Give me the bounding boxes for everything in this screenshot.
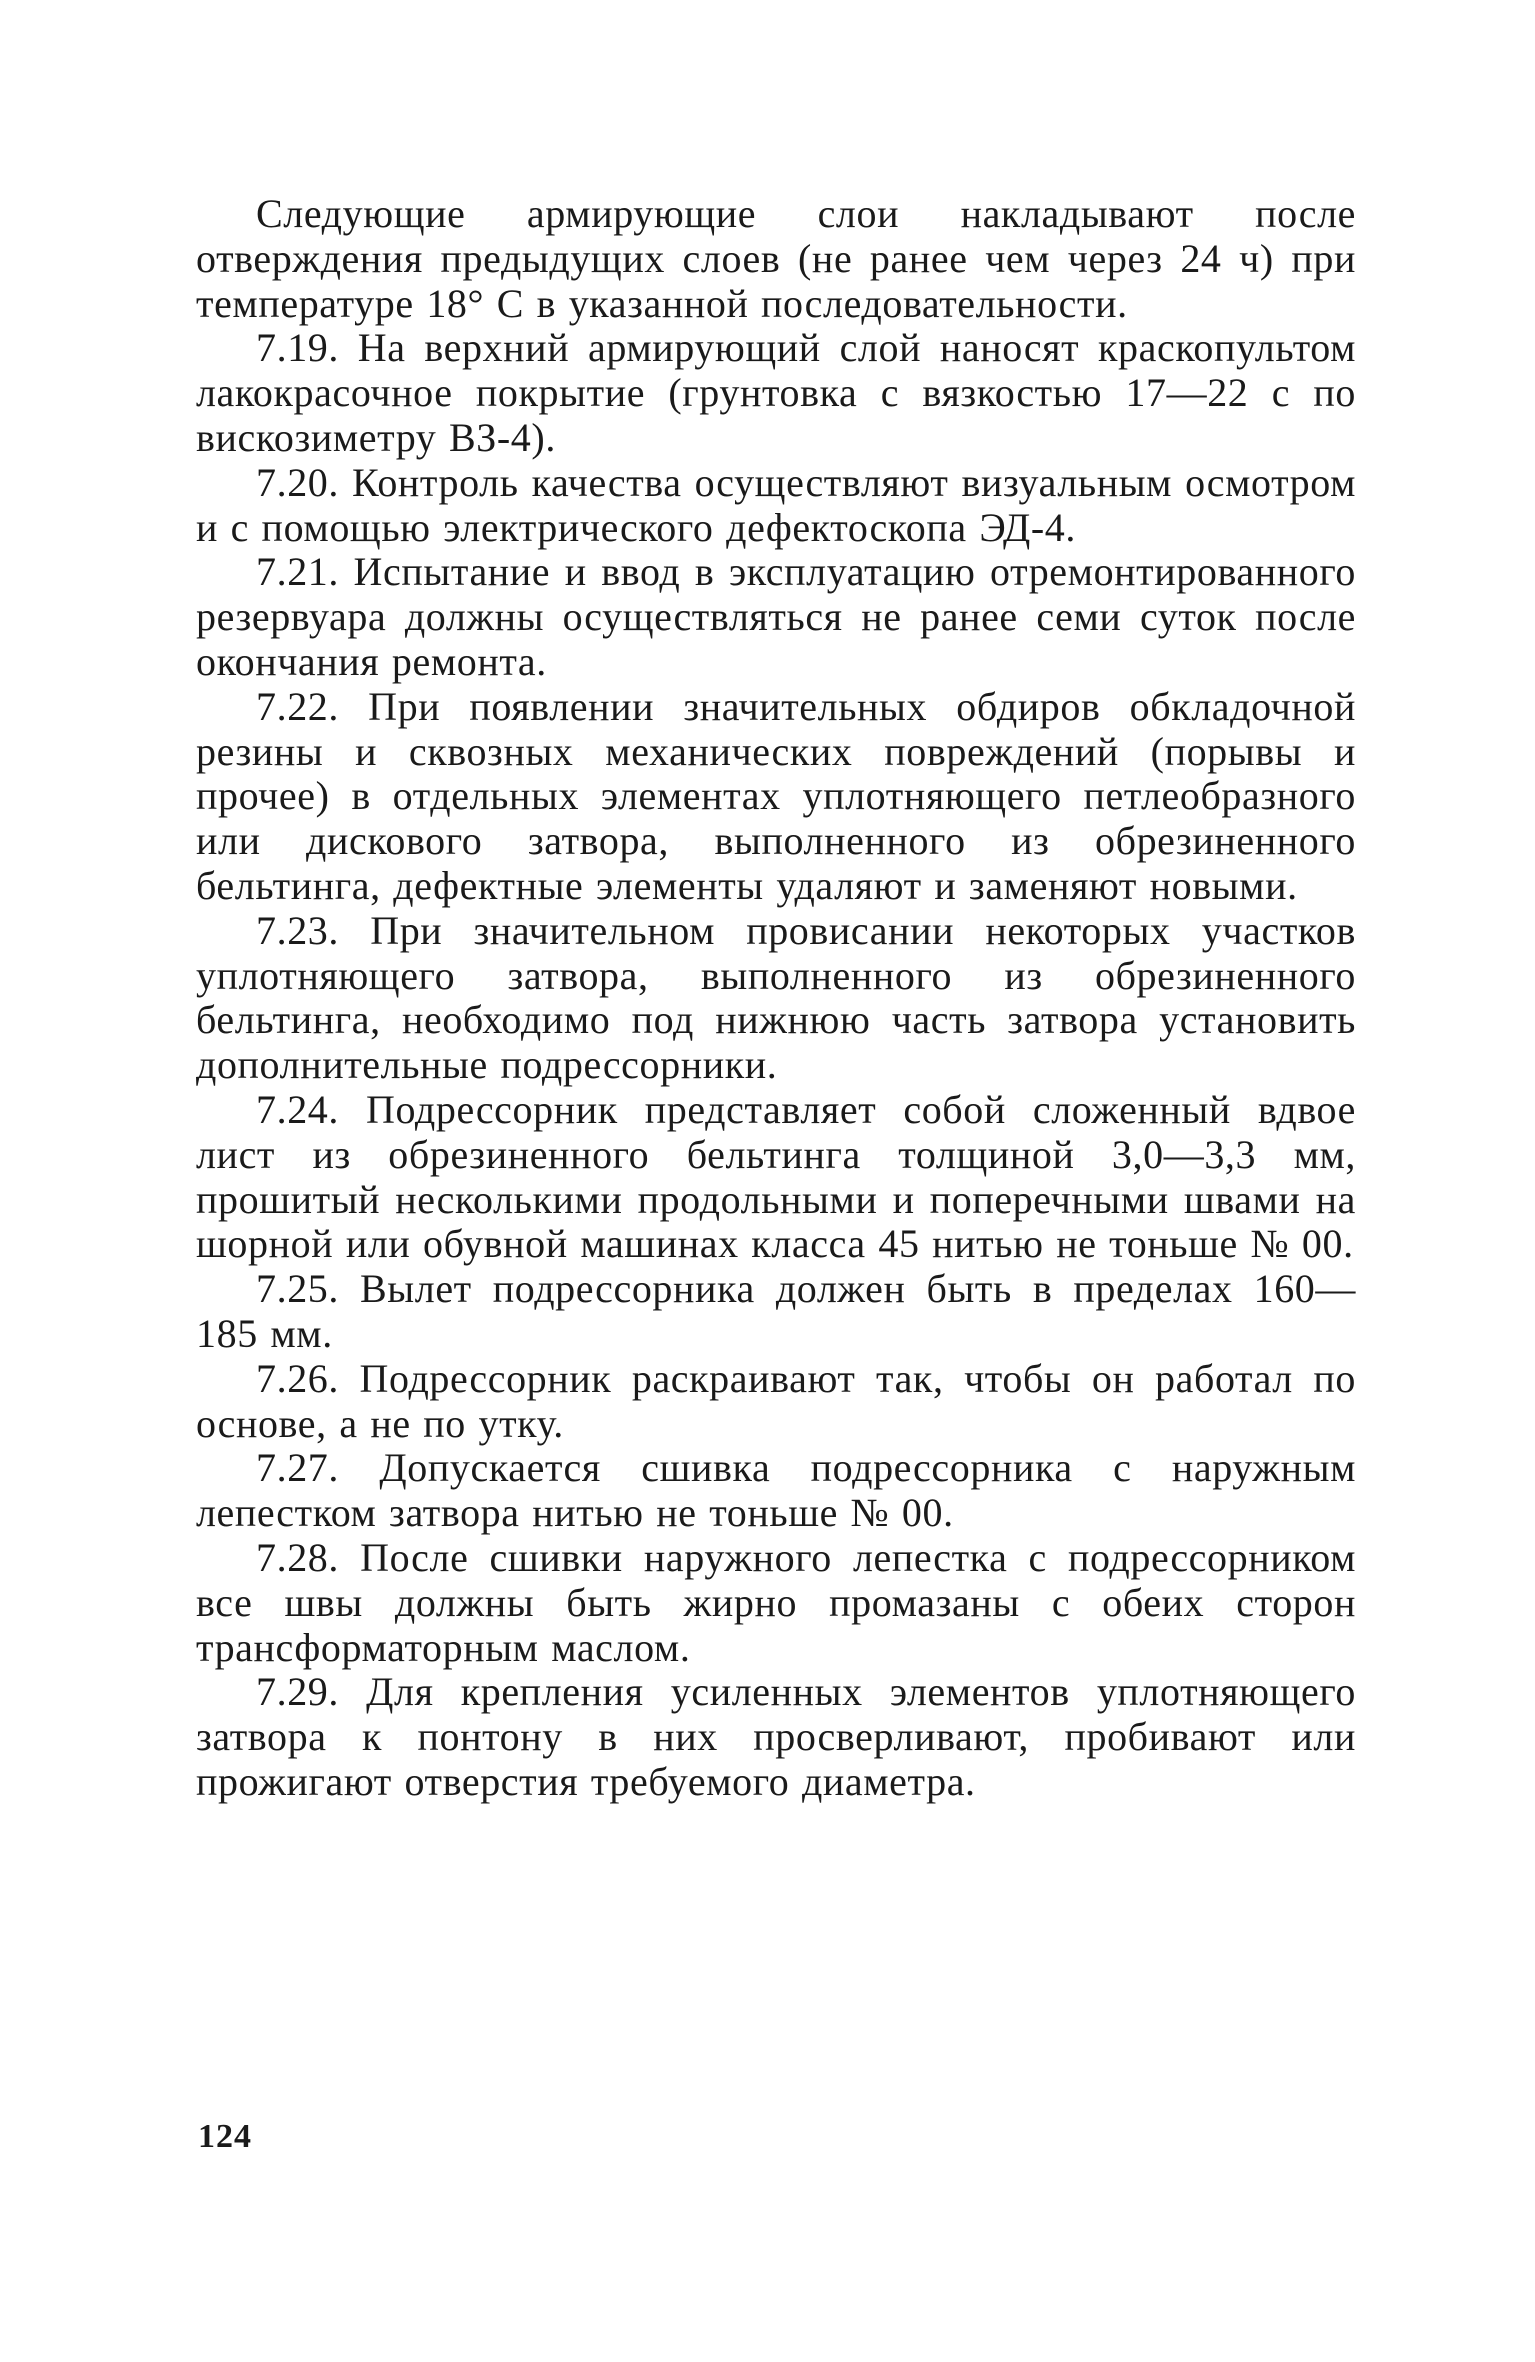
paragraph-7-23: 7.23. При значительном провисании некоторых участков уплотняющего затвора, выполненного из обрезиненного бельтинга, необходимо под нижнюю часть затвора установить дополнительные подрессорники. <box>196 907 1356 1088</box>
paragraph-7-29: 7.29. Для крепления усиленных элементов уплотняющего затвора к понтону в них просверливают, пробивают или прожигают отверстия требуемого диаметра. <box>196 1669 1356 1804</box>
paragraph-7-24: 7.24. Подрессорник представляет собой сложенный вдвое лист из обрезиненного бельтинга толщиной 3,0—3,3 мм, прошитый несколькими продольными и поперечными швами на шорной или обувной машинах класса 45 нитью не тоньше № 00. <box>196 1086 1356 1267</box>
paragraph-7-27: 7.27. Допускается сшивка подрессорника с наружным лепестком затвора нитью не тоньше № 00. <box>196 1445 1356 1536</box>
paragraph-7-26: 7.26. Подрессорник раскраивают так, чтобы он работал по основе, а не по утку. <box>196 1355 1356 1446</box>
paragraph-7-28: 7.28. После сшивки наружного лепестка с подрессорником все швы должны быть жирно промазаны с обеих сторон трансформаторным маслом. <box>196 1534 1356 1670</box>
paragraph-7-25: 7.25. Вылет подрессорника должен быть в пределах 160—185 мм. <box>196 1266 1356 1356</box>
paragraph-continuation: Следующие армирующие слои накладывают после отверждения предыдущих слоев (не ранее чем через 24 ч) при температуре 18° С в указанной последовательности. <box>196 191 1356 326</box>
paragraph-7-19: 7.19. На верхний армирующий слой наносят краскопультом лакокрасочное покрытие (грунтовка с вязкостью 17—22 с по вискозиметру ВЗ-4). <box>196 325 1356 460</box>
paragraph-7-20: 7.20. Контроль качества осуществляют визуальным осмотром и с помощью электрического дефектоскопа ЭД-4. <box>196 459 1356 550</box>
body-text <box>196 192 1356 1805</box>
paragraph-7-22: 7.22. При появлении значительных обдиров обкладочной резины и сквозных механических повреждений (порывы и прочее) в отдельных элементах уплотняющего петлеобразного или дискового затвора, выполненного из обрезиненного бельтинга, дефектные элементы удаляют и заменяют новыми. <box>196 683 1356 908</box>
page-number: 124 <box>198 2118 252 2155</box>
paragraph-7-21: 7.21. Испытание и ввод в эксплуатацию отремонтированного резервуара должны осуществляться не ранее семи суток после окончания ремонта. <box>196 549 1356 684</box>
